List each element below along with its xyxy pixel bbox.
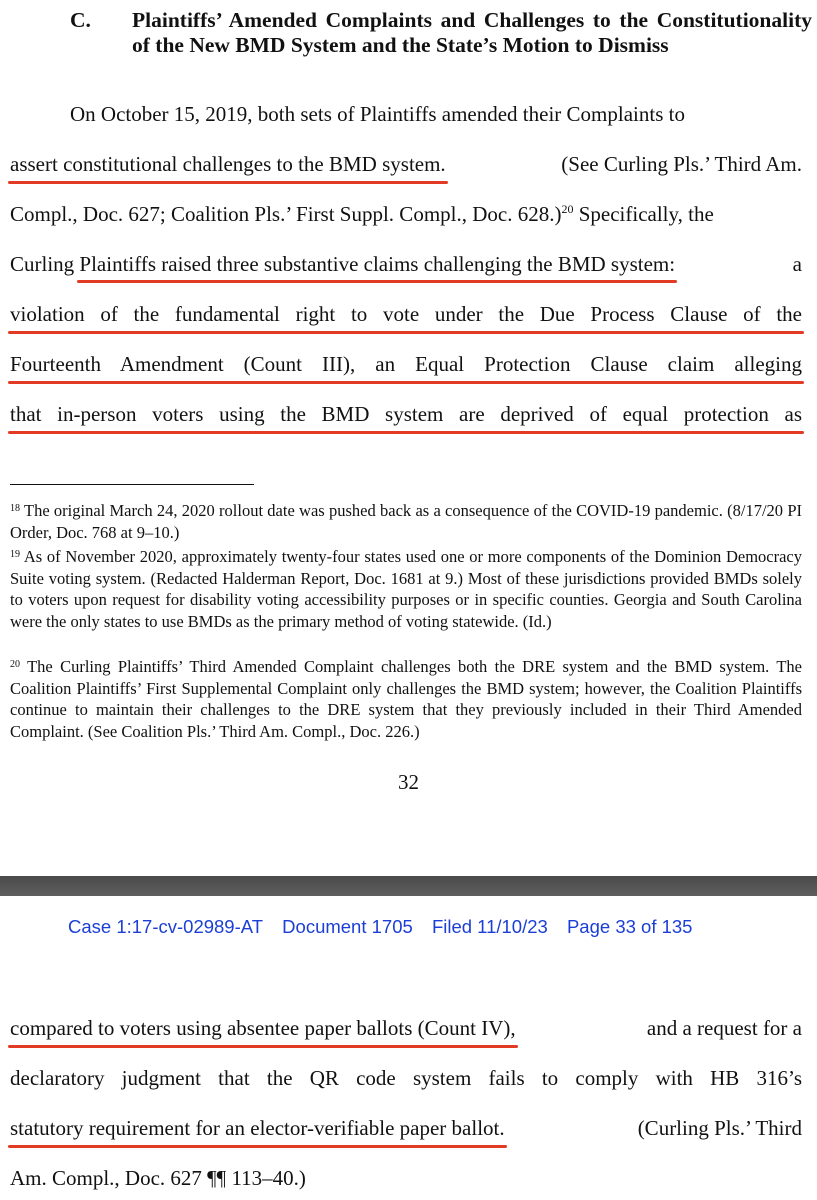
footnote-ref: 20 [561,202,574,216]
highlighted-text: assert constitutional challenges to the BMD system. [10,152,446,176]
body-line [10,1016,802,1041]
section-letter: C. [70,8,91,32]
document-page-33 [0,896,817,1200]
body-line [10,352,802,377]
page-indicator: Page 33 of 135 [566,916,693,937]
highlighted-text: violation of the fundamental right to vote under the Due Process Clause of the [10,302,802,326]
body-line [10,402,802,427]
footnote-text: As of November 2020, approximately twenty-four states used one or more components of the Dominion Democracy Suite voting system. (Redacted Halderman Report, Doc. 1681 at 9.) Most of these jurisdictions provided BMDs solely to voters upon request for disability voting accessibility purposes or in specific counties. Georgia and South Carolina were the only states to use BMDs as the primary method of voting statewide. (Id.) [10,547,803,631]
footnote-text: The original March 24, 2020 rollout date was pushed back as a consequence of the COVID-19 pandemic. (8/17/20 PI Order, Doc. 768 at 9–10.) [10,501,802,542]
text-run: declaratory judgment that the QR code system fails to comply with HB 316’s [10,1066,802,1090]
text-run: a [792,252,802,276]
case-header [68,916,706,938]
text-run: Compl., Doc. 627; Coalition Pls.’ First Suppl. Compl., Doc. 628.)$^{20}$ Specifically, the [10,202,714,226]
case-number: Case 1:17-cv-02989-AT [68,916,264,937]
text-run: Curling Plaintiffs raised three substantive claims challenging the BMD system: [10,252,676,276]
footnote-18 [10,498,802,543]
highlighted-text: that in-person voters using the BMD system are deprived of equal protection as [10,402,802,426]
body-line [10,302,802,327]
highlighted-text: compared to voters using absentee paper ballots (Count IV), [10,1016,516,1040]
body-line [10,1166,802,1191]
footnote-text: The Curling Plaintiffs’ Third Amended Complaint challenges both the DRE system and the BMD system. The Coalition Plaintiffs’ First Supplemental Complaint only challenges the BMD system; however, the Coalition Plaintiffs continue to maintain their challenges to the DRE system that they previously included in their Third Amended Complaint. (See Coalition Pls.’ Third Am. Compl., Doc. 226.) [10,657,802,741]
footnote-19 [10,544,802,632]
text-run: (See Curling Pls.’ Third Am. [561,152,802,176]
body-line [10,252,802,277]
body-line [70,102,802,127]
highlighted-text: Plaintiffs raised three substantive claims challenging the BMD system: [79,252,676,276]
footnote-20 [10,654,802,742]
body-line [10,1116,802,1141]
page-separator [0,876,817,896]
text-run: On October 15, 2019, both sets of Plaintiffs amended their Complaints to [70,102,685,126]
footnote-divider [10,484,254,485]
footnote-number: 20 [10,659,20,670]
body-line [10,152,802,177]
highlighted-text: Fourteenth Amendment (Count III), an Equal Protection Clause claim alleging [10,352,802,376]
footnote-number: 19 [10,549,20,560]
body-line [10,202,802,227]
body-line [10,1066,802,1091]
document-number: Document 1705 [282,916,413,937]
section-title: Plaintiffs’ Amended Complaints and Challenges to the Constitutionality of the New BMD System and the State’s Motion to Dismiss [132,8,812,57]
highlighted-text: statutory requirement for an elector-verifiable paper ballot. [10,1116,505,1140]
text-run: (Curling Pls.’ Third [637,1116,802,1140]
text-run: Am. Compl., Doc. 627 ¶¶ 113–40.) [10,1166,306,1190]
page-number: 32 [398,770,419,794]
footnote-number: 18 [10,503,20,514]
filed-date: Filed 11/10/23 [431,916,548,937]
text-run: and a request for a [646,1016,802,1040]
